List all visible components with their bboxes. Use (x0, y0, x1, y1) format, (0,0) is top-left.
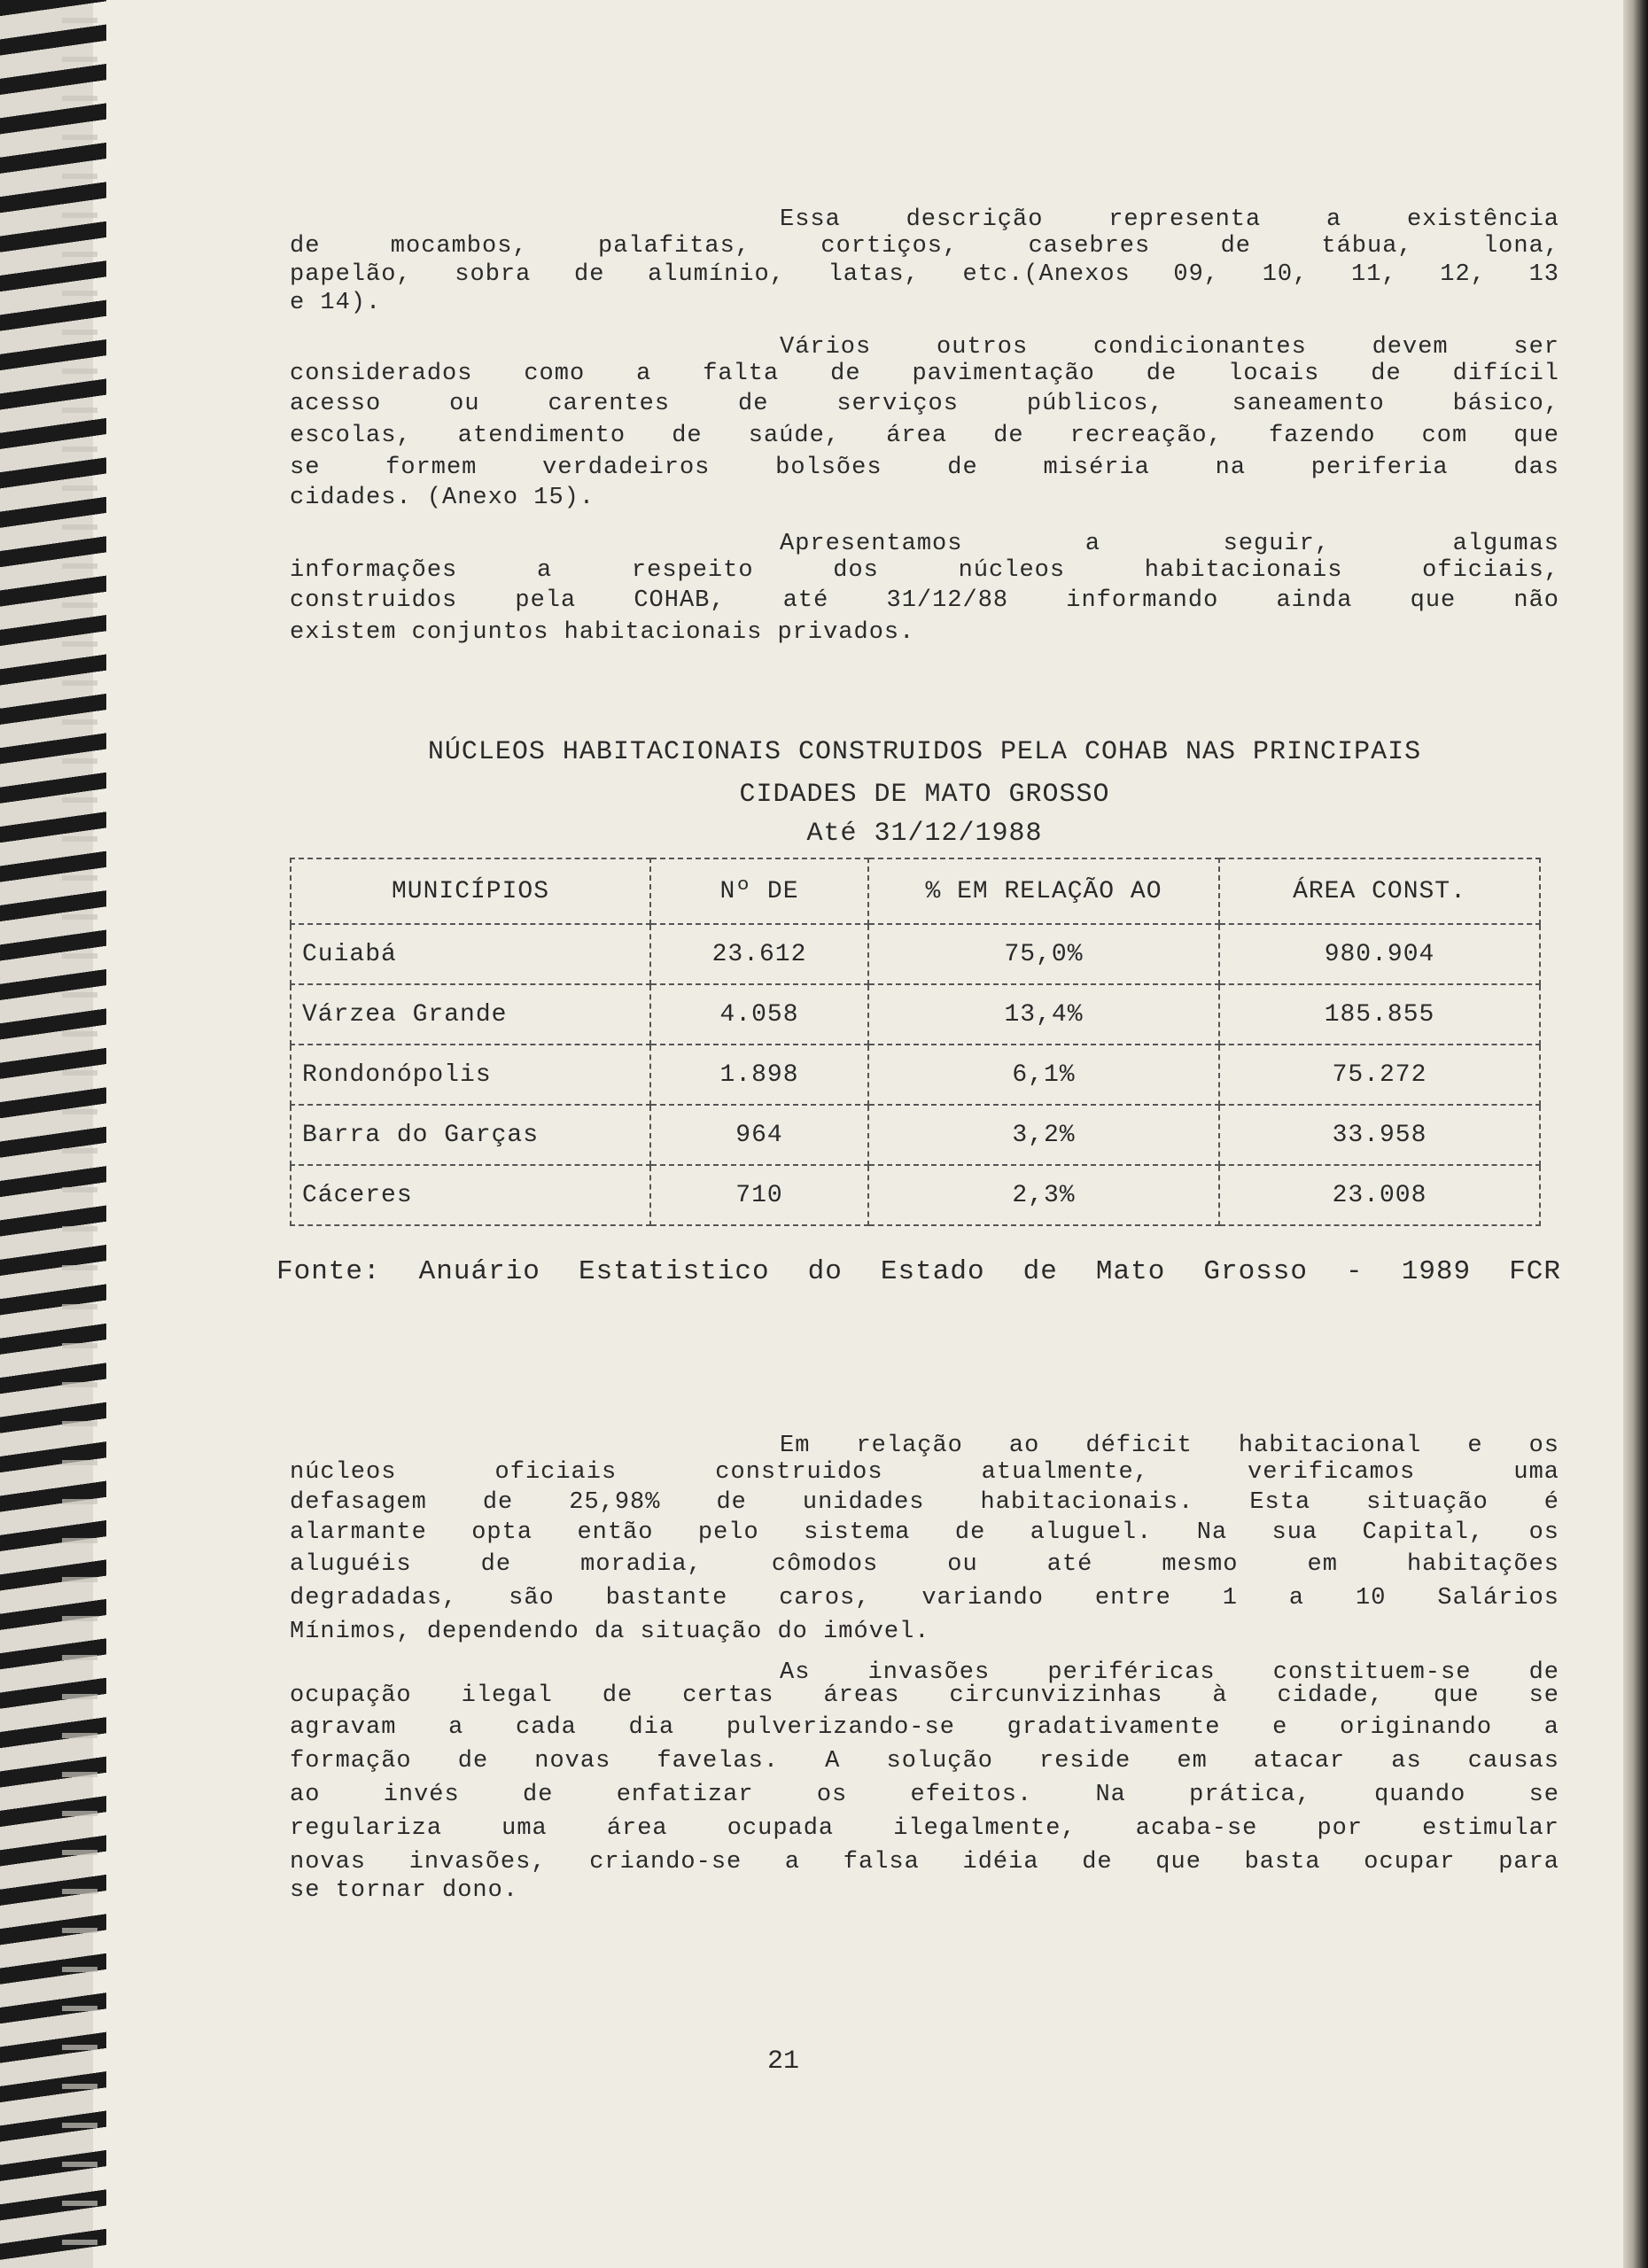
cell-numero: 710 (650, 1165, 868, 1225)
cell-percentual: 2,3% (868, 1165, 1219, 1225)
table-row (291, 984, 1540, 1045)
paragraph-line: construidos pela COHAB, até 31/12/88 informando ainda que não (290, 587, 1559, 614)
cell-area: 75.272 (1219, 1045, 1540, 1105)
header-municipios: MUNICÍPIOS (291, 858, 650, 924)
paragraph-line: se tornar dono. (290, 1877, 519, 1904)
cell-numero: 23.612 (650, 924, 868, 984)
page-number: 21 (767, 2047, 800, 2077)
table-date: Até 31/12/1988 (806, 819, 1043, 849)
cell-area: 33.958 (1219, 1105, 1540, 1165)
paragraph-line: As invasões periféricas constituem-se de (780, 1659, 1559, 1686)
cell-percentual: 75,0% (868, 924, 1219, 984)
cell-numero: 4.058 (650, 984, 868, 1045)
housing-table (290, 858, 1541, 1226)
header-numero: Nº DE (650, 858, 868, 924)
cell-area: 185.855 (1219, 984, 1540, 1045)
spiral-binding (0, 0, 106, 2268)
paragraph-line: papelão, sobra de alumínio, latas, etc.(Anexos 09, 10, 11, 12, 13 (290, 261, 1559, 288)
paragraph-line: Em relação ao déficit habitacional e os (780, 1433, 1559, 1459)
table-title: NÚCLEOS HABITACIONAIS CONSTRUIDOS PELA COHAB NAS PRINCIPAIS (427, 737, 1422, 767)
cell-municipio: Várzea Grande (291, 984, 650, 1045)
paragraph-line: defasagem de 25,98% de unidades habitacionais. Esta situação é (290, 1489, 1559, 1516)
cell-percentual: 3,2% (868, 1105, 1219, 1165)
paragraph-line: cidades. (Anexo 15). (290, 485, 595, 511)
table-row (291, 924, 1540, 984)
cell-numero: 964 (650, 1105, 868, 1165)
paragraph-line: de mocambos, palafitas, cortiços, casebres de tábua, lona, (290, 233, 1559, 260)
paragraph-line: degradadas, são bastante caros, variando entre 1 a 10 Salários (290, 1585, 1559, 1612)
paragraph-line: Mínimos, dependendo da situação do imóvel. (290, 1619, 930, 1645)
table-header-row (291, 858, 1540, 924)
table-row (291, 1045, 1540, 1105)
paragraph-line: Apresentamos a seguir, algumas (780, 531, 1559, 557)
cell-percentual: 13,4% (868, 984, 1219, 1045)
cell-municipio: Cáceres (291, 1165, 650, 1225)
paragraph-line: acesso ou carentes de serviços públicos, saneamento básico, (290, 391, 1559, 417)
table-row (291, 1165, 1540, 1225)
paragraph-line: ocupação ilegal de certas áreas circunvizinhas à cidade, que se (290, 1682, 1559, 1709)
paragraph-line: Essa descrição representa a existência (780, 206, 1559, 233)
cell-municipio: Rondonópolis (291, 1045, 650, 1105)
cell-municipio: Barra do Garças (291, 1105, 650, 1165)
paragraph-line: e 14). (290, 290, 382, 316)
cell-area: 980.904 (1219, 924, 1540, 984)
paragraph-line: agravam a cada dia pulverizando-se gradativamente e originando a (290, 1714, 1559, 1741)
table-subtitle: CIDADES DE MATO GROSSO (739, 780, 1110, 810)
paragraph-line: se formem verdadeiros bolsões de miséria na periferia das (290, 454, 1559, 481)
paragraph-line: alarmante opta então pelo sistema de aluguel. Na sua Capital, os (290, 1519, 1559, 1546)
paragraph-line: considerados como a falta de pavimentação de locais de difícil (290, 361, 1559, 387)
table-source: Fonte: Anuário Estatistico do Estado de Mato Grosso - 1989 FCR (276, 1256, 1561, 1287)
cell-percentual: 6,1% (868, 1045, 1219, 1105)
paragraph-line: informações a respeito dos núcleos habitacionais oficiais, (290, 557, 1559, 584)
paragraph-line: ao invés de enfatizar os efeitos. Na prática, quando se (290, 1782, 1559, 1808)
paragraph-line: regulariza uma área ocupada ilegalmente, acaba-se por estimular (290, 1815, 1559, 1842)
header-percentual: % EM RELAÇÃO AO (868, 858, 1219, 924)
paragraph-line: formação de novas favelas. A solução reside em atacar as causas (290, 1748, 1559, 1775)
cell-numero: 1.898 (650, 1045, 868, 1105)
paragraph-line: Vários outros condicionantes devem ser (780, 334, 1559, 361)
paragraph-line: novas invasões, criando-se a falsa idéia de que basta ocupar para (290, 1849, 1559, 1876)
paragraph-line: núcleos oficiais construidos atualmente, verificamos uma (290, 1459, 1559, 1486)
page-stack-edge (1623, 0, 1648, 2268)
cell-area: 23.008 (1219, 1165, 1540, 1225)
header-area: ÁREA CONST. (1219, 858, 1540, 924)
paragraph-line: escolas, atendimento de saúde, área de recreação, fazendo com que (290, 423, 1559, 449)
cell-municipio: Cuiabá (291, 924, 650, 984)
paragraph-line: aluguéis de moradia, cômodos ou até mesmo em habitações (290, 1551, 1559, 1578)
table-row (291, 1105, 1540, 1165)
paragraph-line: existem conjuntos habitacionais privados. (290, 619, 915, 646)
